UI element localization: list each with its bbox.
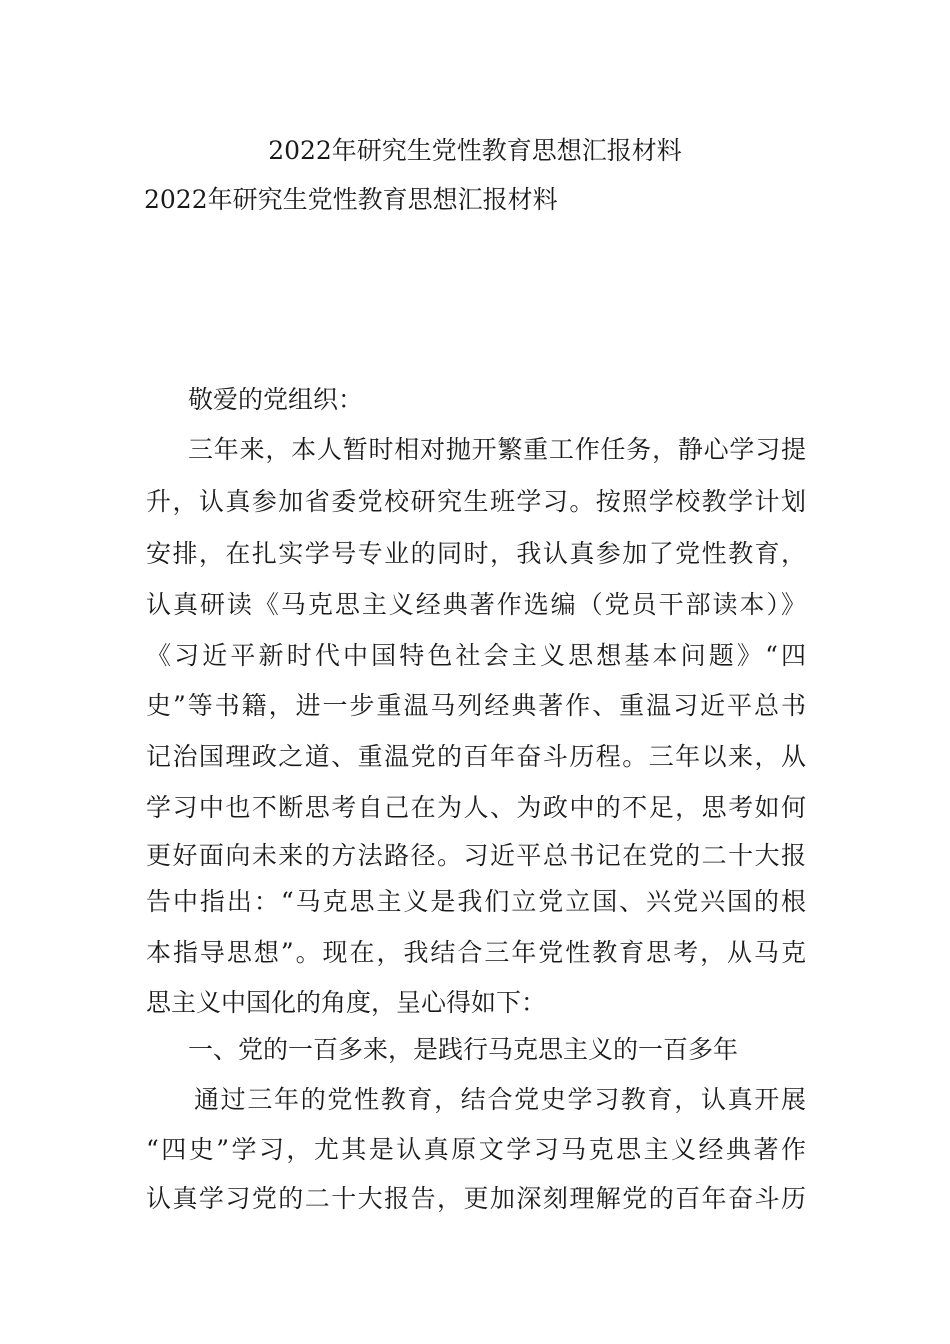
paragraph-line: 史”等书籍，进一步重温马列经典著作、重温习近平总书 <box>146 691 806 720</box>
paragraph-line: 告中指出：“马克思主义是我们立党立国、兴党兴国的根 <box>146 887 806 916</box>
paragraph-line: 认真研读《马克思主义经典著作选编（党员干部读本）》 <box>146 590 806 619</box>
section-heading: 一、党的一百多来，是践行马克思主义的一百多年 <box>188 1035 739 1064</box>
paragraph-line: 三年来，本人暂时相对抛开繁重工作任务，静心学习提 <box>188 435 806 464</box>
document-title-centered: 2022年研究生党性教育思想汇报材料 <box>268 136 682 165</box>
paragraph-line: 思主义中国化的角度，呈心得如下： <box>146 988 547 1017</box>
paragraph-line: 升，认真参加省委党校研究生班学习。按照学校教学计划 <box>146 487 806 516</box>
paragraph-line: 《习近平新时代中国特色社会主义思想基本问题》“四 <box>146 641 806 670</box>
paragraph-line: 本指导思想”。现在，我结合三年党性教育思考，从马克 <box>146 938 806 967</box>
paragraph-line: “四史”学习，尤其是认真原文学习马克思主义经典著作 <box>146 1135 806 1164</box>
paragraph-line: 认真学习党的二十大报告，更加深刻理解党的百年奋斗历 <box>146 1184 806 1213</box>
paragraph-line: 通过三年的党性教育，结合党史学习教育，认真开展 <box>194 1085 806 1114</box>
paragraph-line: 更好面向未来的方法路径。习近平总书记在党的二十大报 <box>146 841 806 870</box>
document-title-left: 2022年研究生党性教育思想汇报材料 <box>144 185 558 214</box>
paragraph-line: 安排，在扎实学号专业的同时，我认真参加了党性教育， <box>146 539 806 568</box>
salutation: 敬爱的党组织： <box>188 385 364 414</box>
paragraph-line: 学习中也不断思考自己在为人、为政中的不足，思考如何 <box>146 793 806 822</box>
paragraph-line: 记治国理政之道、重温党的百年奋斗历程。三年以来，从 <box>146 742 806 771</box>
